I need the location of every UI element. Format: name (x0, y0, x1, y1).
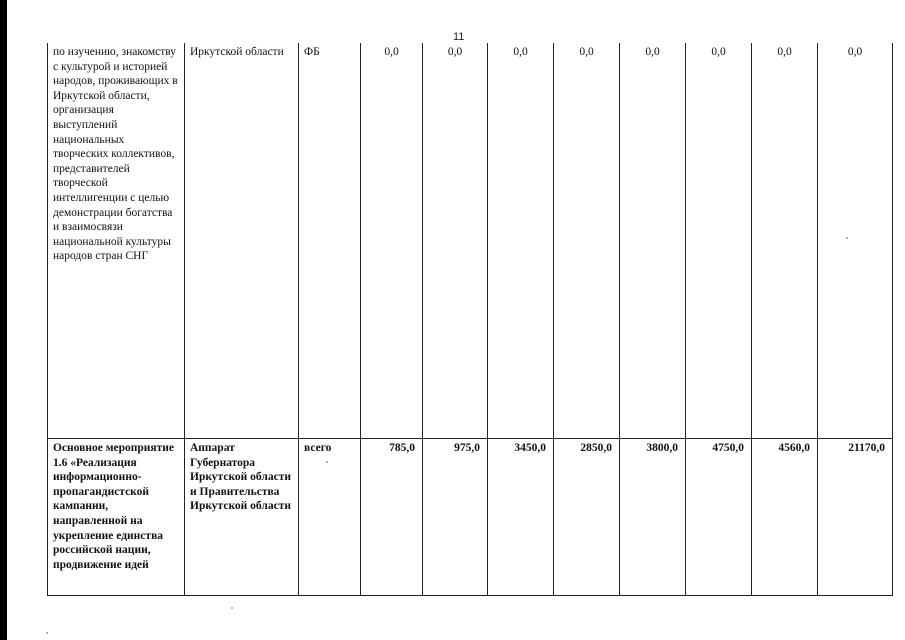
value-cell: 3800,0 (620, 439, 686, 596)
funding-source-cell: всего (299, 439, 361, 596)
value-cell: 4750,0 (686, 439, 752, 596)
scan-speck (46, 632, 48, 634)
scan-speck (326, 461, 328, 463)
value-cell: 0,0 (818, 43, 893, 439)
value-cell: 975,0 (423, 439, 488, 596)
executor-cell: Иркутской области (185, 43, 299, 439)
value-cell: 785,0 (361, 439, 423, 596)
executor-cell: Аппарат Губернатора Иркутской области и Правительства Иркутской области (185, 439, 299, 596)
value-cell: 0,0 (686, 43, 752, 439)
activity-name-cell: Основное мероприятие 1.6 «Реализация информационно-пропагандистской кампании, направленной на укрепление единства российской нации, продвижение идей (48, 439, 185, 596)
scan-edge-bar (0, 0, 7, 640)
value-cell: 4560,0 (752, 439, 818, 596)
scan-speck (231, 607, 233, 609)
value-cell: 3450,0 (488, 439, 554, 596)
funding-source-cell: ФБ (299, 43, 361, 439)
value-cell: 21170,0 (818, 439, 893, 596)
value-cell: 0,0 (488, 43, 554, 439)
value-cell: 0,0 (361, 43, 423, 439)
table-row (48, 439, 893, 596)
value-cell: 0,0 (423, 43, 488, 439)
value-cell: 0,0 (554, 43, 620, 439)
page-number: 11 (453, 31, 465, 43)
scan-speck (846, 237, 848, 239)
budget-table (47, 43, 893, 596)
value-cell: 0,0 (752, 43, 818, 439)
value-cell: 2850,0 (554, 439, 620, 596)
table-row (48, 43, 893, 439)
value-cell: 0,0 (620, 43, 686, 439)
activity-name-cell: по изучению, знакомству с культурой и историей народов, проживающих в Иркутской области, организация выступлений национальных творческих коллективов, представителей творческой интеллигенции с целью демонстрации богатства и взаимосвязи национальной культуры народов стран СНГ (48, 43, 185, 439)
